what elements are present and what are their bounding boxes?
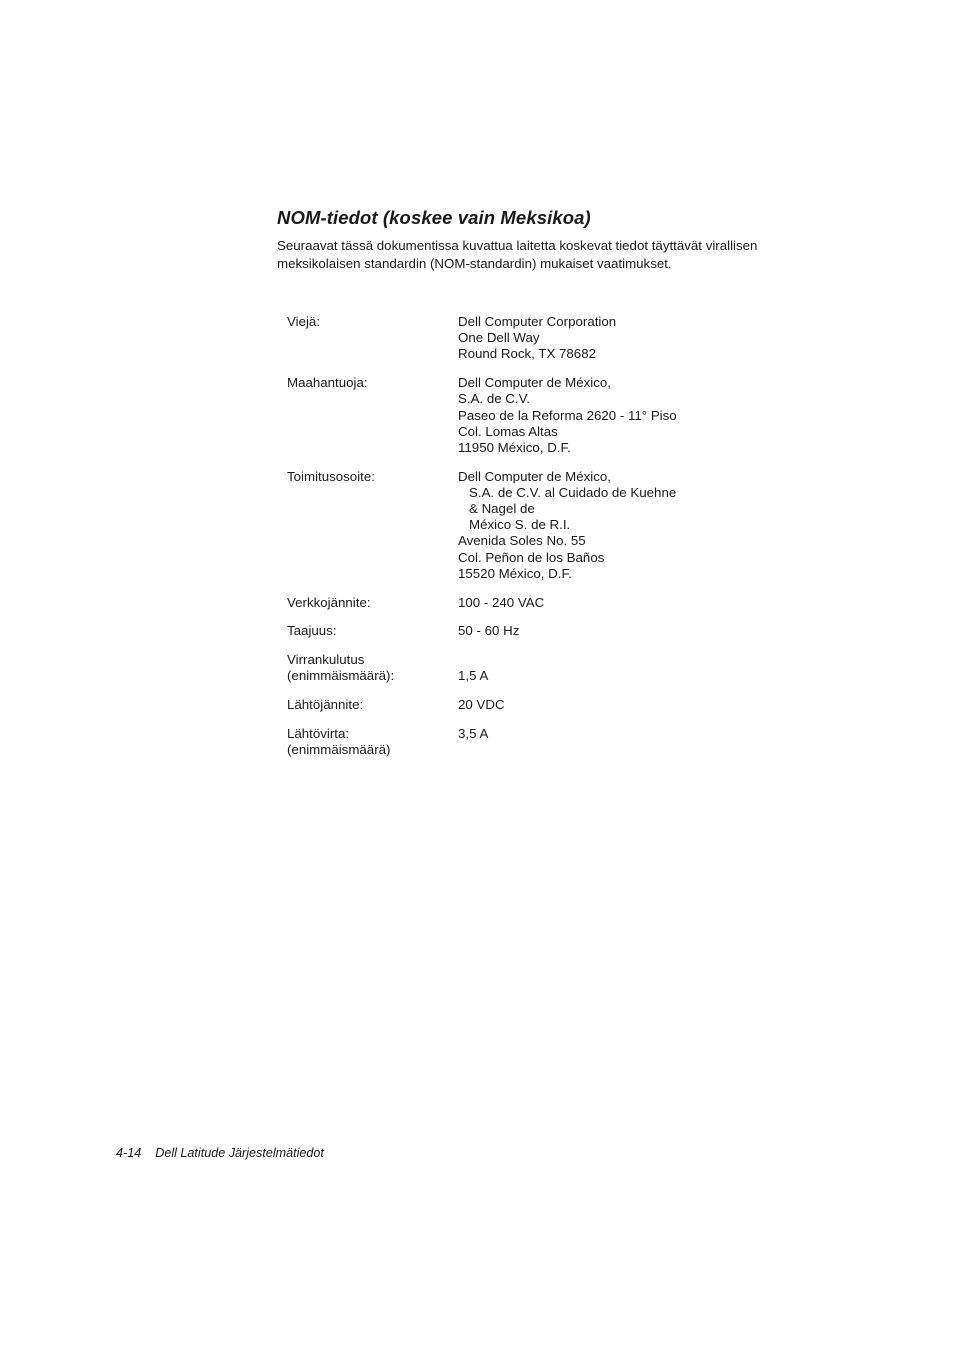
- spec-row-delivery-address: [287, 469, 807, 582]
- spec-row-frequency: [287, 623, 807, 639]
- spec-value-line: S.A. de C.V.: [458, 391, 530, 407]
- spec-value: [458, 375, 807, 456]
- page-footer: [116, 1145, 324, 1161]
- spec-value-line: Dell Computer de México,: [458, 468, 611, 484]
- spec-value-line: S.A. de C.V. al Cuidado de Kuehne: [469, 484, 677, 500]
- spec-row-current-consumption: [287, 652, 807, 684]
- spec-row-line-voltage: [287, 595, 807, 611]
- spec-table: [287, 314, 807, 770]
- spec-label: [287, 623, 458, 639]
- spec-label: [287, 314, 458, 363]
- spec-label-line: (enimmäismäärä): [287, 741, 391, 757]
- spec-label: [287, 375, 458, 456]
- spec-value-line: Avenida Soles No. 55: [458, 533, 586, 549]
- spec-label-line: Lähtöjännite:: [287, 696, 364, 712]
- spec-value-line: [458, 652, 807, 668]
- spec-value-line: Col. Lomas Altas: [458, 423, 558, 439]
- page-number: 4-14: [116, 1146, 142, 1160]
- spec-value: [458, 469, 807, 582]
- spec-value-line: 100 - 240 VAC: [458, 594, 545, 610]
- spec-value-line: 20 VDC: [458, 696, 505, 712]
- spec-label-line: Viejä:: [287, 314, 321, 329]
- spec-label-line: Taajuus:: [287, 623, 337, 639]
- spec-value-line: & Nagel de: [469, 501, 535, 517]
- spec-label-line: Maahantuoja:: [287, 375, 368, 391]
- spec-label: [287, 652, 458, 684]
- intro-line: Seuraavat tässä dokumentissa kuvattua laitetta koskevat tiedot täyttävät virallisen: [277, 238, 758, 253]
- spec-value-line: 15520 México, D.F.: [458, 565, 572, 581]
- spec-label: [287, 726, 458, 758]
- spec-label: [287, 595, 458, 611]
- spec-value: [458, 726, 807, 758]
- spec-value-line: Col. Peñon de los Baños: [458, 549, 605, 565]
- spec-value-line: Paseo de la Reforma 2620 - 11° Piso: [458, 407, 677, 423]
- spec-value-line: 1,5 A: [458, 668, 489, 684]
- spec-label-line: Verkkojännite:: [287, 594, 371, 610]
- spec-value-line: 50 - 60 Hz: [458, 623, 520, 639]
- spec-label-line: (enimmäismäärä):: [287, 668, 395, 684]
- spec-row-output-voltage: [287, 697, 807, 713]
- intro-paragraph: [277, 237, 837, 272]
- spec-value: [458, 314, 807, 363]
- spec-value: [458, 595, 807, 611]
- spec-value-line: 11950 México, D.F.: [458, 439, 571, 455]
- spec-label: [287, 697, 458, 713]
- spec-value: [458, 697, 807, 713]
- spec-value-line: Round Rock, TX 78682: [458, 346, 596, 362]
- spec-value-line: Dell Computer Corporation: [458, 314, 617, 329]
- spec-row-importer: [287, 375, 807, 456]
- spec-value: [458, 623, 807, 639]
- spec-label-line: Toimitusosoite:: [287, 468, 375, 484]
- spec-label-line: Virrankulutus: [287, 651, 365, 667]
- spec-value-line: 3,5 A: [458, 725, 489, 741]
- spec-value-line: Dell Computer de México,: [458, 375, 611, 391]
- spec-row-exporter: [287, 314, 807, 363]
- section-title: NOM-tiedot (koskee vain Meksikoa): [277, 207, 591, 228]
- spec-value-line: One Dell Way: [458, 330, 540, 346]
- spec-label-line: Lähtövirta:: [287, 725, 350, 741]
- spec-label: [287, 469, 458, 582]
- book-title: Dell Latitude Järjestelmätiedot: [155, 1146, 324, 1160]
- spec-value: [458, 652, 807, 684]
- spec-value-line: México S. de R.I.: [469, 517, 571, 533]
- spec-row-output-current: [287, 726, 807, 758]
- intro-line: meksikolaisen standardin (NOM-standardin) mukaiset vaatimukset.: [277, 255, 672, 271]
